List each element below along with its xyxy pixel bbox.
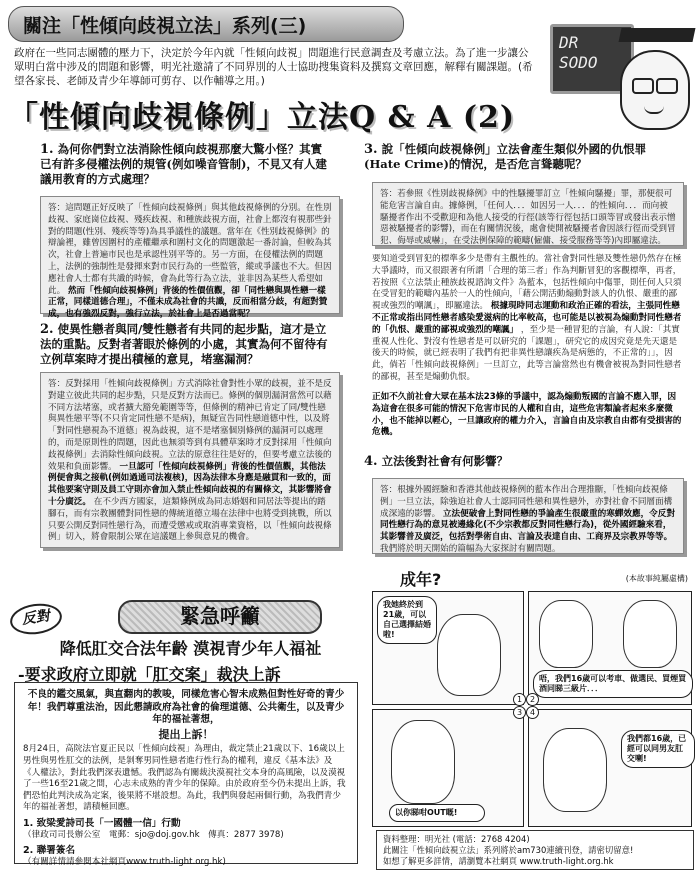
- panel-number-4: 4: [526, 706, 539, 719]
- question-1-number: 1.: [40, 142, 54, 157]
- comic-panel-3: [372, 709, 524, 827]
- answer-3-continued: [372, 254, 684, 382]
- comic-panel-2: [528, 591, 692, 705]
- question-4-text: 立法後對社會有何影響？: [381, 454, 509, 468]
- contact-line-2: 此關注「性傾向歧視立法」系列將於am730連續刊登，請密切留意!: [383, 845, 634, 855]
- urgent-title: 緊急呼籲: [118, 600, 322, 634]
- speech-bubble-3: 我們都16歲，已經可以同男友肛交喇!: [621, 730, 695, 768]
- speech-bubble-4: 以你睇咁OUT嘅!: [389, 804, 485, 822]
- speech-bubble-2: 唔，我們16歲可以考車、做選民、買煙買酒同睇三級片．．．: [533, 670, 693, 698]
- person-icon: [391, 720, 455, 804]
- question-1: [40, 142, 330, 187]
- answer-1-bold: 然而「性傾向歧視條例」背後的性價值觀，卻「同性戀與異性戀一樣正常，同樣道德合理」，不僅未成為社會的共識，反而相當分歧，有超對贊成，也有強烈反對，強行立法，於社會上是否過當呢？: [48, 285, 328, 320]
- answer-4-bold: 立法便破會上對同性戀的爭論產生很嚴重的寒蟬效應，令反對同性戀行為的意見被邊緣化(不少宗教都反對同性戀行為)，從外國經驗來看，其影響普及廣泛，包括對學術自由、言論及表達自由、工商界及宗教界等等。: [380, 508, 675, 543]
- board-text-1: DR: [559, 33, 579, 52]
- urgent-subtitle-1: 降低肛交合法年齡 漠視青少年人福祉: [59, 639, 322, 658]
- action-1: 1. 致梁愛詩司長「一國體一信」行動: [23, 817, 181, 829]
- answer-3-text-2: 要知道受到冒犯的標準多少是帶有主觀性的。當社會對同性戀及雙性戀仍然存在極大爭議時，而又很跟著有所謂「合理的第三者」作為判斷冒犯的客觀標準，再者，若按照《立法禁止種族歧視諮詢文件》為藍本，包括性傾向中傷罪，則任何人只須在受冒犯的範疇內基於一人的性傾向，「藉公開活動煽動對該人的仇恨、嚴重的鄙視或強烈的嘲諷」，即屬違法。: [372, 254, 682, 312]
- answer-2-tail: 在不少西方國家，這類條例成為同志婚姻和同居法等提出的踏腳石，而有宗教團體對同性戀的傳統道德立場在法律中也將受到挑戰，所以只要公開反對同性戀行為，而遭受懲戒或取消專業資格，以「性傾向歧視條例」切入，將會限制公眾在這議題上參與意見的機會。: [48, 496, 332, 543]
- dr-sodo-mascot: [546, 8, 694, 128]
- answer-2-text: 答：反對採用「性傾向歧視條例」方式消除社會對性小眾的歧視，並不是反對建立彼此共同的起步點，只是反對方法而已。條例的個別漏洞當然可以藉不同方法堵塞，或者擴大豁免範圍等等，但條例的精神已肯定了同/雙性戀與異性戀平等(不只肯定同性戀不是病)，無疑宣告同性戀道德中性，以及將「對同性戀視為不道德」視為歧視，這不是堵塞個別條例的漏洞可以處理的，而是原則性的問題，因此也無須等到有具體草案時才反對採用「性傾向歧視條例」去消除性傾向歧視。立法的原意往往是好的，但要考慮立法後的效果和負面影響。: [48, 379, 332, 472]
- question-4: [364, 454, 664, 469]
- panel-number-3: 3: [513, 706, 526, 719]
- answer-3-closing: [372, 392, 684, 440]
- contact-line-1: 資料整理：明光社 (電話：2768 4204): [383, 834, 530, 844]
- series-banner: [8, 6, 404, 42]
- question-3: [364, 142, 664, 172]
- question-3-number: 3.: [364, 142, 378, 157]
- comic-strip: [370, 567, 692, 827]
- comic-note: (本故事純屬虛構): [625, 574, 688, 583]
- comic-title: 成年?: [400, 570, 442, 589]
- action-2-detail: （有關詳情請參閱本社網頁www.truth-light.org.hk): [23, 856, 226, 867]
- answer-3-tail-2: ，至少是一種冒犯的言論，有人說：「其實重視人性化、對沒有性戀者是可以研究的「課題」，研究它的成因究竟是先天還是後天的時候，就已經表明了我們有把非異性戀讓疾為是病態的，不正常的」」，因此，倘若「性傾向歧視條例」一旦訂立，此等言論當然也有機會被視為對同性戀者的鄙視，甚至是煽動仇恨。: [372, 324, 682, 382]
- person-icon: [539, 600, 593, 668]
- comic-panel-1: [372, 591, 524, 705]
- question-3-text: 說「性傾向歧視條例」立法會產生類似外國的仇恨罪(Hate Crime)的情況，是否危言聳聽呢？: [364, 142, 647, 171]
- answer-3-bold-2: 根據現時同志運動和政治正確的看法，主張同性戀不正常或指出同性戀者感染愛滋病的比率較高，也可能是以被視為煽動對同性戀者的「仇恨、嚴重的鄙視或強烈的嘲諷」: [372, 301, 682, 335]
- action-1-detail: （律政司司長辦公室 電郵：sjo@doj.gov.hk 傳真：2877 3978): [23, 829, 284, 840]
- answer-1-box: [40, 196, 340, 320]
- mouth-icon: [644, 106, 664, 114]
- action-2: 2. 聯署簽名: [23, 845, 76, 857]
- question-2-text: 使異性戀者與同/雙性戀者有共同的起步點，這才是立法的重點。反對者著眼於條例的小處，其實為何不留待有立例草案時才提出積極的意見，堵塞漏洞？: [40, 322, 328, 366]
- petition-body: 8月24日，高院法官夏正民以「性傾向歧視」為理由，裁定禁止21歲以下、16歲以上男性與男性肛交的法例，是剝奪男同性戀者進行性行為的權利，違反《基本法》及《人權法》，對此我們深表遺憾。我們認為有關裁決漠視社交本身的高風險，以及漠視了一些16至21歲之間，心志未成熟的青少年的保障。由於政府至今仍未提出上訴，我們恐怕此判決成為定案，後果將不堪設想。為此，我們與發起兩個行動，為我們青少年的福祉著想，請積極回應。: [23, 744, 346, 813]
- petition-head: 不良的鑑交風氣，與直翻肉的教唆，同樣危害心智未成熟但對性好奇的青少年！我們尊重法治，因此懇請政府為社會的倫理道德、公共衛生，以及青少年的福祉著想，: [27, 689, 345, 726]
- question-4-number: 4.: [364, 454, 378, 469]
- speech-bubble-1: 我她終於到21歲，可以自己選擇結婚啦!: [377, 596, 437, 644]
- petition-demand: 提出上訴！: [158, 727, 214, 741]
- question-2-number: 2.: [40, 322, 54, 337]
- contact-box: [376, 830, 694, 870]
- oppose-badge: 反對: [8, 601, 64, 638]
- board-text-2: SODO: [559, 53, 598, 72]
- series-title: 關注「性傾向歧視立法」系列(三): [23, 14, 307, 37]
- question-2: [40, 322, 330, 367]
- petition-box: [14, 682, 358, 867]
- person-icon: [623, 600, 677, 668]
- contact-line-3: 如想了解更多詳情，請瀏覽本社網頁 www.truth-light.org.hk: [383, 856, 614, 866]
- urgent-subtitle-2: -要求政府立即就「肛交案」裁決上訴: [18, 665, 281, 684]
- answer-3-closing-bold: 正如不久前社會大眾在基本法23條的爭議中，認為煽動叛國的言論不應入罪，因為這會在很多可能的情況下危害市民的人權和自由，這些危害類論者起來多麼微小，也不能掉以輕心，一旦讓政府的權力介入，言論自由及宗教自由都有受損害的危機。: [372, 392, 682, 438]
- answer-2-bold: 一旦認可「性傾向歧視條例」背後的性價值觀，其他法例便會與之接軌(例如過通司法複核)，因為法律本身應是融貫和一致的，面其他要案守則及員工守則亦會加入禁止性傾向歧視的有關條文，其影響將會十分廣泛。: [48, 461, 332, 507]
- panel-number-2: 2: [526, 693, 539, 706]
- answer-4-tail: 我們將於明天開始的篇幅為大家探討有關問題。: [380, 543, 561, 554]
- answer-3-box: [372, 182, 684, 246]
- question-1-text: 為何你們對立法消除性傾向歧視那麼大驚小怪？其實已有許多侵權法例的規管(例如噪音管制)，不見又有人建議用教育的方式處理？: [40, 142, 327, 186]
- answer-4-box: [372, 478, 684, 554]
- answer-2-box: [40, 372, 340, 548]
- mascot-face-icon: [620, 50, 690, 130]
- intro-paragraph: 政府在一些同志團體的壓力下，決定於今年內就「性傾向歧視」問題進行民意調查及考慮立法。為了進一步讓公眾明白當中涉及的問題和影響，明光社邀請了不同界別的人士協助搜集資料及撰寫文章回應，解釋有關課題。(希望各家長、老師及青少年導師可剪存、以作輔導之用。): [14, 47, 533, 87]
- panel-number-1: 1: [513, 693, 526, 706]
- answer-1-text: 答：這問題正好反映了「性傾向歧視條例」與其他歧視條例的分別。在性別歧視、家庭崗位歧視、殘疾歧視、和種族歧視方面，社會上都沒有視那些針對的問題(性別、殘疾等等)為具爭議性的議題。當年在《性別歧視條例》的辯論裡，雖曾因圍村的產權繼承和圍村文化的問題激起一番討論，但較為其次，社會上普遍市民也是承認性別平等的。另一方面，在侵權法例的問題上，法例的強制性是發揮來對市民行為的一些監管，縱或爭議也不大。但因應社會人士都有共識的時候，會為此等行為立法，並非因為某些人希望如此。: [48, 203, 332, 296]
- glasses-icon: [656, 78, 678, 94]
- glasses-icon: [632, 78, 654, 94]
- answer-4-text: 答：根據外國經驗和香港其他歧視條例的藍本作出合理推斷，「性傾向歧視條例」一旦立法，除強迫社會人士認同同性戀和異性戀外，亦對社會不同層面構成深遠的影響。: [380, 485, 673, 519]
- person-icon: [543, 728, 607, 812]
- answer-3-text: 答：若參照《性別歧視條例》中的性騷擾罪訂立「性傾向騷擾」罪，那便很可能危害言論自由。據條例，「任何人．．．如因另一人．．．的性傾向．．．而向被騷擾者作出不受歡迎和為他人接受的行徑(該等行徑包括口頭等冒或發出表示憎惡被騷擾者的影響)，而在有關情況後，處會使開被騷擾者會因該行徑而受到冒犯、侮辱或威嚇」，在受法例保障的範疇(僱傭、接受服務等等)內即屬違法。: [380, 189, 676, 247]
- person-icon: [437, 614, 501, 696]
- graduation-cap-icon: [619, 28, 696, 42]
- main-title: 「性傾向歧視條例」立法Q & A (2): [8, 100, 516, 135]
- comic-panel-4: [528, 709, 692, 827]
